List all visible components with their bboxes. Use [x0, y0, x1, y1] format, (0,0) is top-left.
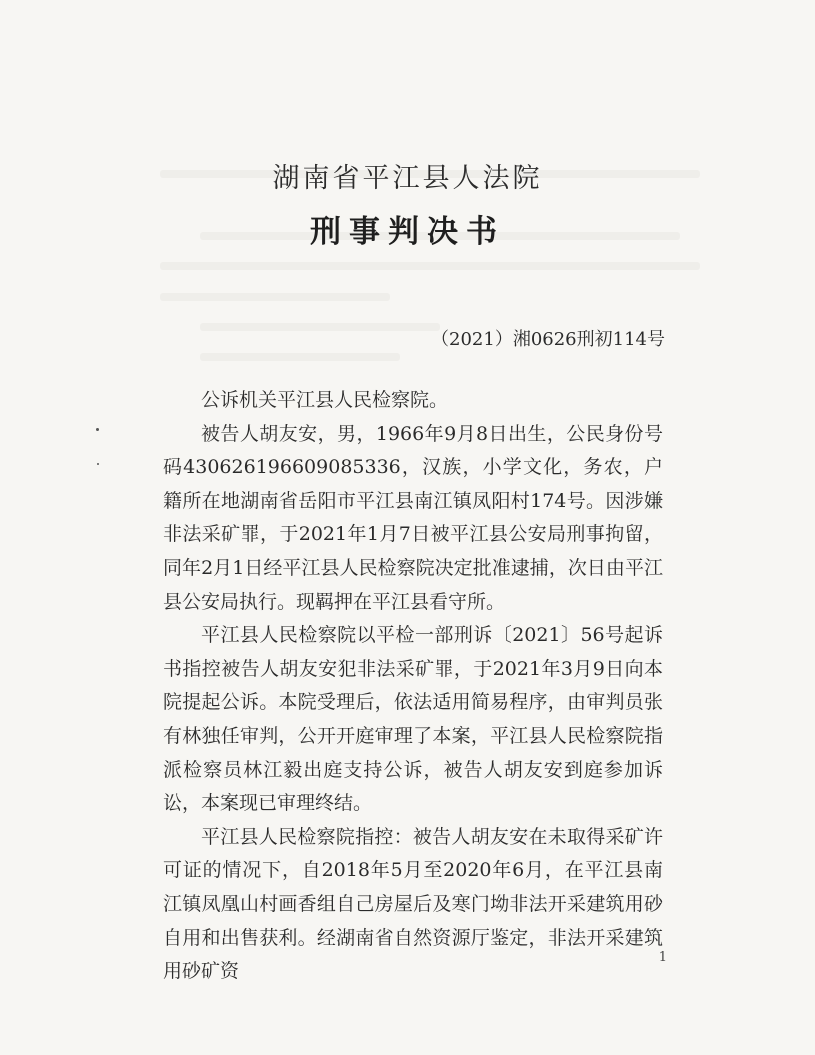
bleed-through-line	[200, 353, 400, 361]
paragraph-prosecutor: 公诉机关平江县人民检察院。	[201, 389, 449, 411]
scan-speck	[97, 463, 99, 465]
bleed-through-line	[160, 293, 390, 301]
scan-speck	[96, 428, 99, 431]
document-title: 刑事判决书	[310, 214, 505, 250]
bleed-through-line	[200, 323, 440, 331]
court-name: 湖南省平江县人法院	[272, 163, 543, 194]
page-number: 1	[658, 950, 667, 965]
paragraph-defendant: 被告人胡友安，男，1966年9月8日出生，公民身份号码430626196609085336，汉族，小学文化，务农，户籍所在地湖南省岳阳市平江县南江镇凤阳村174号。因涉嫌非法采矿罪，于2021年1月7日被平江县公安局刑事拘留，同年2月1日经平江县人民检察院决定批准逮捕，次日由平江县公安局执行。现羁押在平江县看守所。	[163, 422, 663, 613]
bleed-through-line	[160, 262, 700, 270]
case-number: （2021）湘0626刑初114号	[431, 329, 665, 350]
judgment-body	[163, 384, 663, 989]
paragraph-charges: 平江县人民检察院指控：被告人胡友安在未取得采矿许可证的情况下，自2018年5月至2020年6月，在平江县南江镇凤凰山村画香组自己房屋后及寒门坳非法开采建筑用砂自用和出售获利。经湖南省自然资源厅鉴定，非法开采建筑用砂矿资	[163, 825, 663, 983]
paragraph-procedure: 平江县人民检察院以平检一部刑诉〔2021〕56号起诉书指控被告人胡友安犯非法采矿罪，于2021年3月9日向本院提起公诉。本院受理后，依法适用简易程序，由审判员张有林独任审判，公开开庭审理了本案，平江县人民检察院指派检察员林江毅出庭支持公诉，被告人胡友安到庭参加诉讼，本案现已审理终结。	[163, 624, 663, 815]
